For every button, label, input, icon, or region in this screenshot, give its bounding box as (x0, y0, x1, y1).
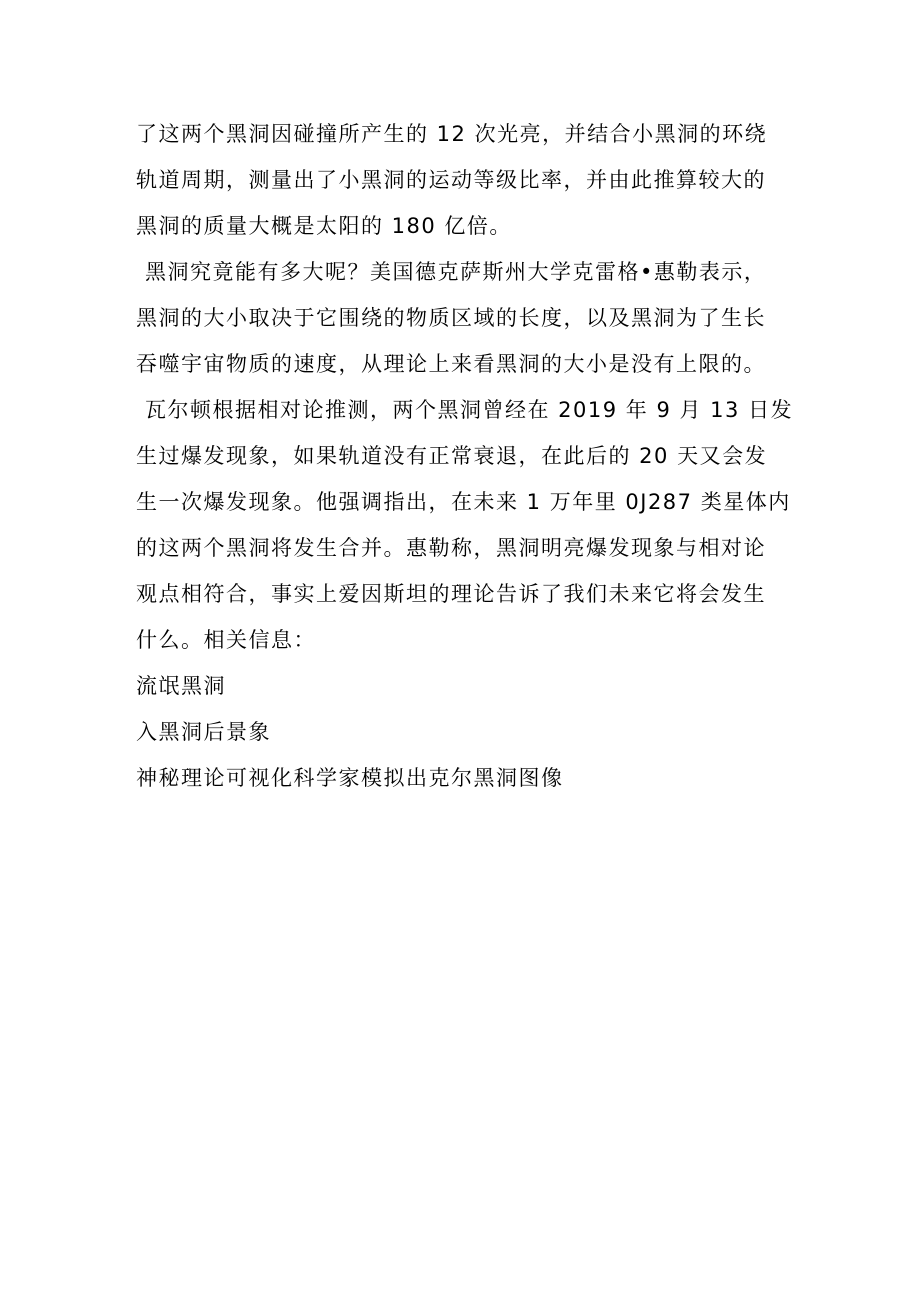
related-item: 入黑洞后景象 (136, 720, 271, 744)
text-line: 生一次爆发现象。他强调指出，在未来 1 万年里 0J287 类星体内 (136, 490, 791, 514)
text-line: 黑洞的质量大概是太阳的 180 亿倍。 (136, 214, 512, 238)
text-line: 瓦尔顿根据相对论推测，两个黑洞曾经在 2019 年 9 月 13 日发 (145, 398, 794, 422)
paragraph-mass-estimate (136, 111, 788, 249)
text-line: 什么。相关信息： (136, 628, 316, 652)
text-line: 观点相符合，事实上爱因斯坦的理论告诉了我们未来它将会发生 (136, 582, 766, 606)
related-item: 流氓黑洞 (136, 674, 226, 698)
document-body (136, 111, 794, 801)
text-line: 黑洞的大小取决于它围绕的物质区域的长度，以及黑洞为了生长 (136, 306, 766, 330)
text-line: 生过爆发现象，如果轨道没有正常衰退，在此后的 20 天又会发 (136, 444, 768, 468)
text-line: 了这两个黑洞因碰撞所产生的 12 次光亮，并结合小黑洞的环绕 (136, 122, 768, 146)
related-item: 神秘理论可视化科学家模拟出克尔黑洞图像 (136, 766, 564, 790)
related-info-list (136, 663, 788, 801)
text-line: 轨道周期，测量出了小黑洞的运动等级比率，并由此推算较大的 (136, 168, 766, 192)
text-line: 的这两个黑洞将发生合并。惠勒称，黑洞明亮爆发现象与相对论 (136, 536, 766, 560)
text-line: 吞噬宇宙物质的速度，从理论上来看黑洞的大小是没有上限的。 (136, 352, 766, 376)
text-line: 黑洞究竟能有多大呢？美国德克萨斯州大学克雷格•惠勒表示， (145, 260, 767, 284)
paragraph-merger-prediction (136, 387, 794, 663)
paragraph-black-hole-size (136, 249, 788, 387)
